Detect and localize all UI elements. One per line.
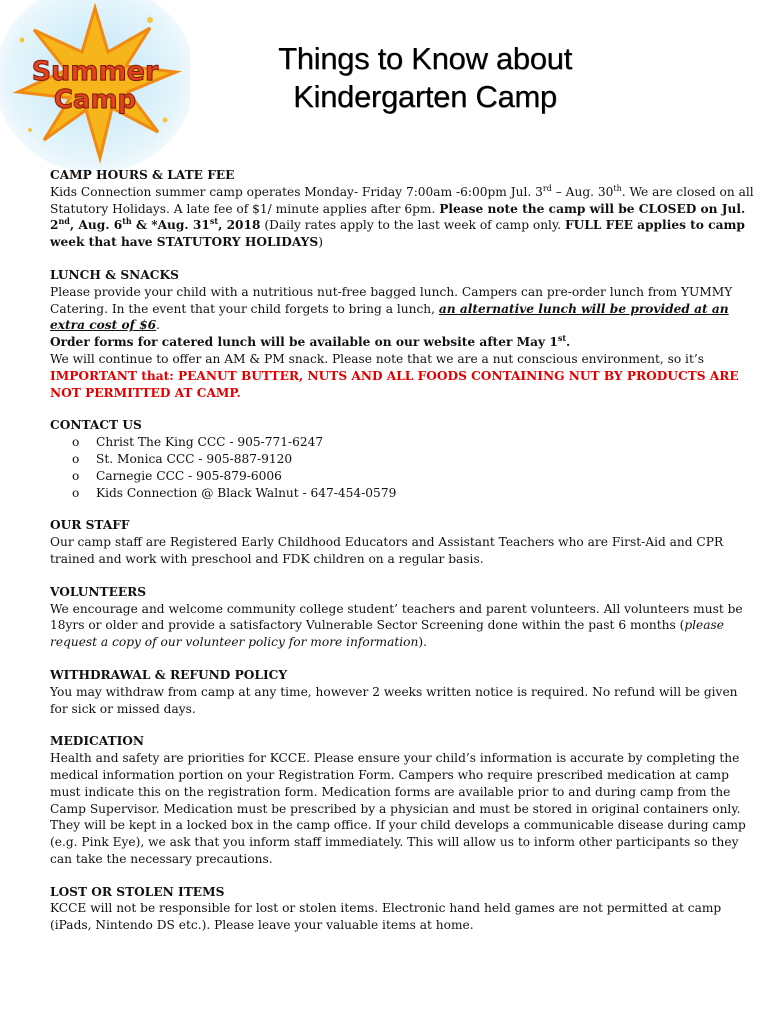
- contact-item: o Carnegie CCC - 905-879-6006: [72, 468, 282, 483]
- lunch-text: Please provide your child with a nutritious nut-free bagged lunch. Campers can pre-order lunch from YUMMY Catering. In the event that your child forgets to bring a lunch, an alternative lunch will be provided at an extra cost of $6.: [50, 284, 733, 333]
- heading-withdrawal: WITHDRAWAL & REFUND POLICY: [50, 667, 288, 682]
- logo-text-summer: Summer: [31, 56, 159, 87]
- heading-lunch-snacks: LUNCH & SNACKS: [50, 267, 179, 282]
- logo-text-camp: Camp: [53, 85, 137, 115]
- heading-camp-hours: CAMP HOURS & LATE FEE: [50, 168, 235, 182]
- volunteers-text: We encourage and welcome community college student’ teachers and parent volunteers. All volunteers must be 18yrs or older and provide a satisfactory Vulnerable Sector Screening done within the past 6 months (please request a copy of our volunteer policy for more information).: [50, 601, 743, 650]
- heading-lost-items: LOST OR STOLEN ITEMS: [50, 884, 225, 899]
- order-forms-text: Order forms for catered lunch will be available on our website after May 1st.: [50, 333, 571, 350]
- contact-list: [50, 434, 755, 501]
- heading-staff: OUR STAFF: [50, 518, 130, 533]
- section-lost-items: [50, 884, 755, 934]
- page-title: [190, 40, 660, 116]
- contact-item: o Kids Connection @ Black Walnut - 647-454-0579: [72, 485, 397, 500]
- heading-medication: MEDICATION: [50, 734, 145, 749]
- section-lunch-snacks: [50, 267, 755, 401]
- heading-volunteers: VOLUNTEERS: [50, 584, 147, 599]
- camp-hours-text: Kids Connection summer camp operates Monday- Friday 7:00am -6:00pm Jul. 3rd – Aug. 30th. We are closed on all Statutory Holidays. A late fee of $1/ minute applies after 6pm. Please note the camp will be CLOSED on Jul. 2nd, Aug. 6th & *Aug. 31st, 2018 (Daily rates apply to the last week of camp only. FULL FEE applies to camp week that have STATUTORY HOLIDAYS): [50, 183, 754, 250]
- nut-warning: IMPORTANT that: PEANUT BUTTER, NUTS AND ALL FOODS CONTAINING NUT BY PRODUCTS ARE NOT PERMITTED AT CAMP.: [50, 368, 739, 400]
- snack-text: We will continue to offer an AM & PM snack. Please note that we are a nut conscious environment, so it’s: [50, 351, 704, 366]
- contact-item: o Christ The King CCC - 905-771-6247: [72, 435, 324, 450]
- section-withdrawal: [50, 667, 755, 717]
- section-contact: [50, 417, 755, 501]
- summer-camp-logo: [0, 0, 190, 170]
- staff-text: Our camp staff are Registered Early Childhood Educators and Assistant Teachers who are First-Aid and CPR trained and work with preschool and FDK children on a regular basis.: [50, 535, 724, 566]
- lost-items-text: KCCE will not be responsible for lost or stolen items. Electronic hand held games are not permitted at camp (iPads, Nintendo DS etc.). Please leave your valuable items at home.: [50, 901, 722, 933]
- document-body: [50, 167, 755, 950]
- section-camp-hours: [50, 167, 755, 251]
- contact-item: o St. Monica CCC - 905-887-9120: [72, 451, 293, 466]
- title-line-1: Things to Know about: [278, 41, 572, 76]
- withdrawal-text: You may withdraw from camp at any time, however 2 weeks written notice is required. No refund will be given for sick or missed days.: [50, 684, 738, 716]
- medication-text: Health and safety are priorities for KCCE. Please ensure your child’s information is accurate by completing the medical information portion on your Registration Form. Campers who require prescribed medication at camp must indicate this on the registration form. Medication forms are available prior to and during camp from the Camp Supervisor. Medication must be prescribed by a physician and must be stored in original containers only. They will be kept in a locked box in the camp office. If your child develops a communicable disease during camp (e.g. Pink Eye), we ask that you inform staff immediately. This will allow us to inform other participants so they can take the necessary precautions.: [50, 751, 746, 866]
- section-volunteers: [50, 584, 755, 651]
- section-medication: [50, 733, 755, 867]
- heading-contact: CONTACT US: [50, 418, 142, 433]
- section-staff: [50, 517, 755, 567]
- title-line-2: Kindergarten Camp: [293, 79, 557, 114]
